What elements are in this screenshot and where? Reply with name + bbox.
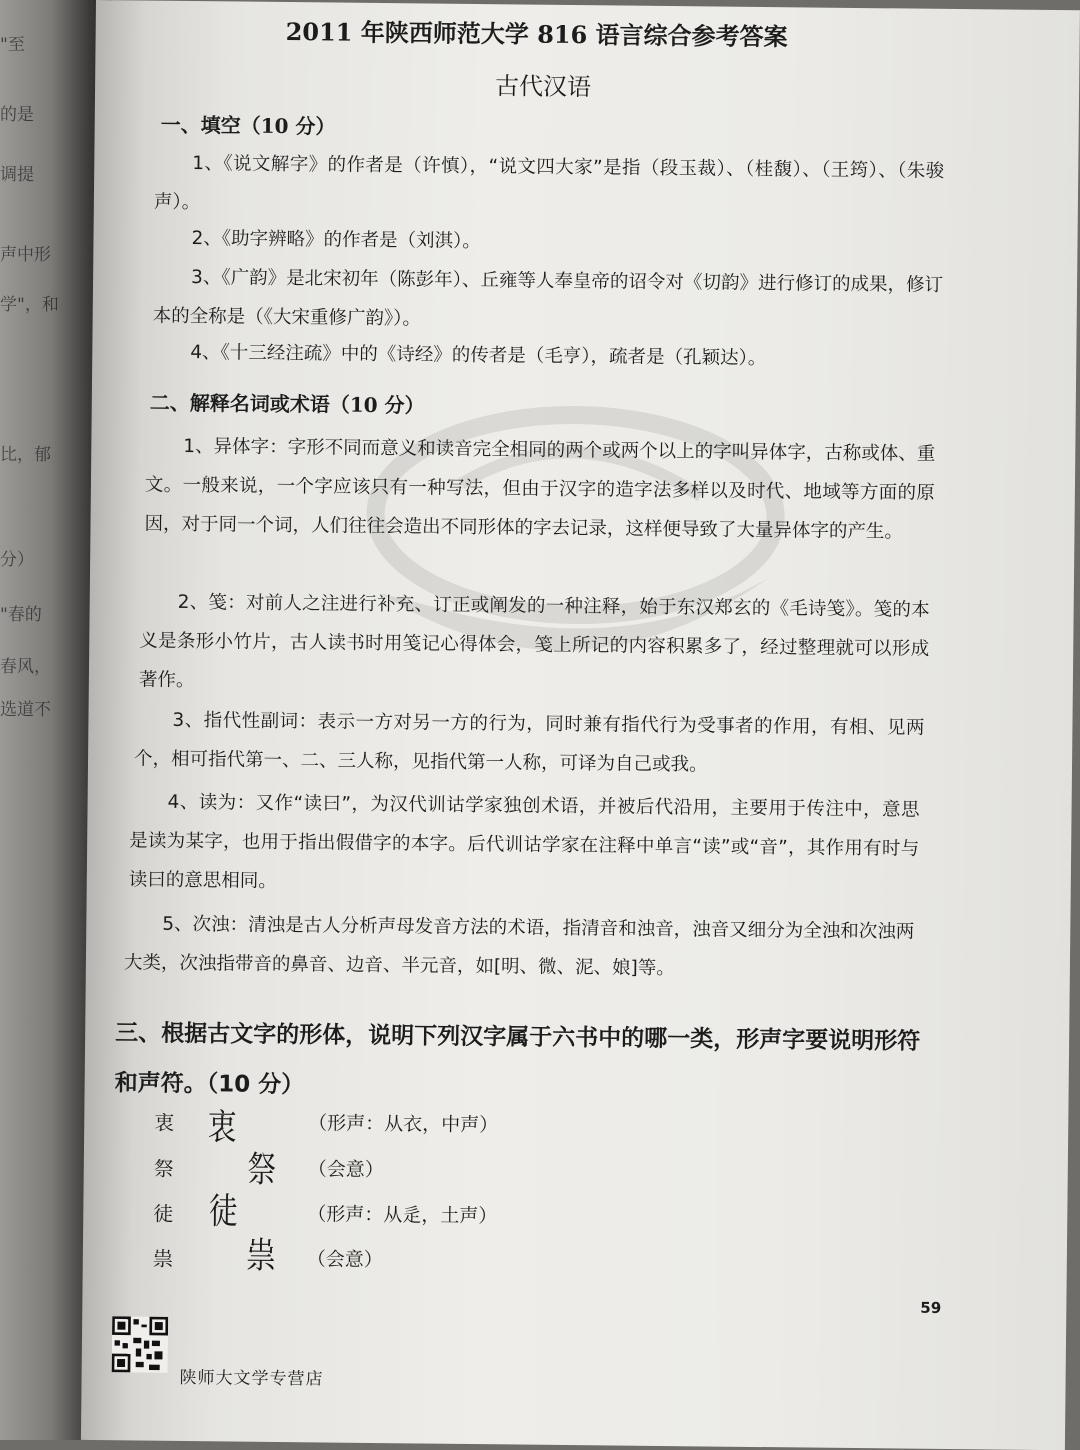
paragraph [152, 258, 943, 344]
character-row [153, 1198, 213, 1228]
answer-text: 3、指代性副词：表示一方对另一方的行为，同时兼有指代行为受事者的作用，有相、见两个，相可指代第一、二、三人称，见指代第一人称，可译为自己或我。 [133, 709, 925, 776]
shop-name: 陕师大文学专营店 [179, 1367, 324, 1390]
paragraph [154, 144, 945, 230]
paragraph [144, 427, 935, 552]
left-page-text: 调提 [0, 165, 34, 185]
answer-text: 1、异体字：字形不同而意义和读音完全相同的两个或两个以上的字叫异体字，古称或体、重文。一般来说，一个字应该只有一种写法，但由于汉字的造字法多样以及时代、地域等方面的原因，对于同一个词，人们往往会造出不同形体的字去记录，这样便导致了大量异体字的产生。 [144, 435, 936, 543]
left-page-text: 春风， [0, 657, 51, 677]
answer-text: 2、《助字辨略》的作者是（刘淇）。 [191, 228, 481, 253]
modern-character: 祟 [152, 1246, 173, 1271]
modern-character: 祭 [153, 1156, 174, 1181]
seal-script-glyph: 祟 [246, 1235, 276, 1277]
character-row [153, 1243, 213, 1273]
answer-text: 4、读为：又作“读曰”，为汉代训诂学家独创术语，并被后代沿用，主要用于传注中，意思是读为某字，也用于指出假借字的本字。后代训诂学家在注释中单言“读”或“音”，其作用有时与读曰的意思相同。 [128, 791, 920, 892]
section-heading: 二、解释名词或术语（10 分） [149, 390, 425, 418]
modern-character: 徒 [153, 1201, 174, 1226]
left-page-text: 学"，和 [0, 295, 59, 315]
document-page [81, 0, 1080, 1450]
answer-text: 3、《广韵》是北宋初年（陈彭年）、丘雍等人奉皇帝的诏令对《切韵》进行修订的成果，修订本的全称是（《大宋重修广韵》）。 [152, 267, 944, 330]
seal-script-glyph: 祭 [247, 1149, 277, 1191]
section-heading: 三、根据古文字的形体，说明下列汉字属于六书中的哪一类，形声字要说明形符和声符。（10 分） [114, 1020, 921, 1099]
character-row [154, 1107, 214, 1137]
page-subtitle: 古代汉语 [494, 72, 592, 102]
left-page-text: "至 [0, 35, 25, 55]
page-number: 59 [920, 1298, 942, 1317]
seal-script-glyph: 衷 [207, 1107, 237, 1149]
qr-code-icon [112, 1316, 169, 1373]
left-page-text: 的是 [0, 105, 34, 125]
answer-text: 5、次浊：清浊是古人分析声母发音方法的术语，指清音和浊音，浊音又细分为全浊和次浊两大类，次浊指带音的鼻音、边音、半元音，如[明、微、泥、娘]等。 [123, 913, 915, 980]
left-page-text: 比，郁 [0, 445, 51, 465]
character-row [154, 1153, 214, 1183]
paragraph [134, 700, 925, 786]
paragraph [129, 782, 920, 907]
left-page-text: 选道不 [0, 700, 51, 720]
modern-character: 衷 [154, 1110, 175, 1135]
paragraph [139, 582, 930, 707]
section-heading: 一、填空（10 分） [160, 112, 336, 139]
answer-text: 1、《说文解字》的作者是（许慎），“说文四大家”是指（段玉裁）、（桂馥）、（王筠）、（朱骏声）。 [153, 153, 945, 214]
left-page-text: 分） [0, 550, 34, 570]
answer-text: 2、笺：对前人之注进行补充、订正或阐发的一种注释，始于东汉郑玄的《毛诗笺》。笺的本义是条形小竹片，古人读书时用笺记心得体会，笺上所记的内容积累多了，经过整理就可以形成著作。 [138, 591, 930, 692]
left-page-text: "春的 [0, 605, 42, 625]
page-title: 2011 年陕西师范大学 816 语言综合参考答案 [285, 16, 788, 52]
paragraph [124, 904, 915, 990]
classification-answer: （会意） [306, 1248, 383, 1272]
classification-answer: （形声：从衣，中声） [308, 1112, 499, 1137]
classification-answer: （形声：从辵，土声） [307, 1203, 498, 1228]
seal-script-glyph: 徒 [208, 1191, 238, 1233]
paragraph [152, 333, 942, 380]
classification-answer: （会意） [307, 1158, 384, 1182]
left-page-text: 声中形 [0, 245, 51, 265]
answer-text: 4、《十三经注疏》中的《诗经》的传者是（毛亨），疏者是（孔颖达）。 [190, 342, 767, 370]
